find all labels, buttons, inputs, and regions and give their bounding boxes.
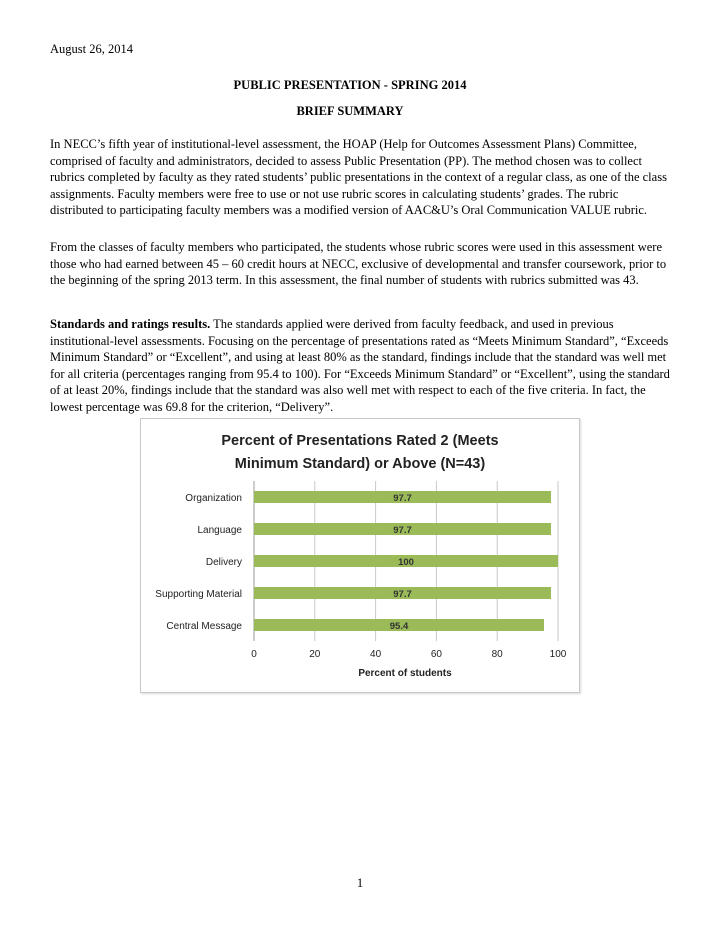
x-tick-label: 20 <box>309 649 321 660</box>
bar-chart <box>141 419 579 692</box>
bar-value-label: 97.7 <box>393 525 412 536</box>
standards-heading: Standards and ratings results. <box>50 317 211 331</box>
date-line: August 26, 2014 <box>50 42 133 56</box>
bar-value-label: 100 <box>398 557 414 568</box>
x-tick-label: 100 <box>549 649 567 660</box>
bar-value-label: 95.4 <box>389 621 409 632</box>
x-tick-label: 40 <box>370 649 382 660</box>
bar-value-label: 97.7 <box>393 589 412 600</box>
paragraph-intro: In NECC’s fifth year of institutional-level assessment, the HOAP (Help for Outcomes Assessment Plans) Committee, comprised of faculty and administrators, decided to assess Public Presentation (PP). The method chosen was to collect rubrics completed by faculty as they rated students’ public presentations in the context of a regular class, as one of the class assignments. Faculty members were free to use or not use rubric scores in calculating students’ grades. The rubric distributed to participating faculty members was a modified version of AAC&U’s Oral Communication VALUE rubric. <box>50 137 667 217</box>
x-axis-label: Percent of students <box>358 668 452 679</box>
category-label: Supporting Material <box>155 589 242 600</box>
standards-body: The standards applied were derived from faculty feedback, and used in previous institutional-level assessments. Focusing on the percentage of presentations rated as “Meets Minimum Standard”, “Exceeds Minimum Standard” or “Excellent”, and using at least 80% as the standard, findings include that the standard was well met for all criteria (percentages ranging from 95.4 to 100). For “Exceeds Minimum Standard” or “Excellent”, using the standard of at least 20%, findings include that the standard was also well met with respect to each of the five criteria. In fact, the lowest percentage was 69.8 for the criterion, “Delivery”. <box>50 317 670 414</box>
paragraph-students: From the classes of faculty members who participated, the students whose rubric scores were used in this assessment were those who had earned between 45 – 60 credit hours at NECC, exclusive of developmental and transfer coursework, prior to the beginning of the spring 2013 term. In this assessment, the final number of students with rubrics submitted was 43. <box>50 240 667 287</box>
category-label: Central Message <box>166 621 242 632</box>
page-number: 1 <box>356 876 364 890</box>
chart-container <box>140 418 580 693</box>
chart-title-line1: Percent of Presentations Rated 2 (Meets <box>221 433 499 449</box>
bar-value-label: 97.7 <box>393 493 412 504</box>
document-subtitle: BRIEF SUMMARY <box>296 104 404 118</box>
x-tick-label: 0 <box>251 649 257 660</box>
document-title: PUBLIC PRESENTATION - SPRING 2014 <box>233 78 467 92</box>
category-label: Organization <box>185 493 242 504</box>
x-tick-label: 60 <box>430 649 442 660</box>
category-label: Delivery <box>205 557 242 568</box>
paragraph-standards <box>50 316 675 415</box>
category-label: Language <box>197 525 242 536</box>
chart-title-line2: Minimum Standard) or Above (N=43) <box>234 456 486 472</box>
x-tick-label: 80 <box>491 649 503 660</box>
